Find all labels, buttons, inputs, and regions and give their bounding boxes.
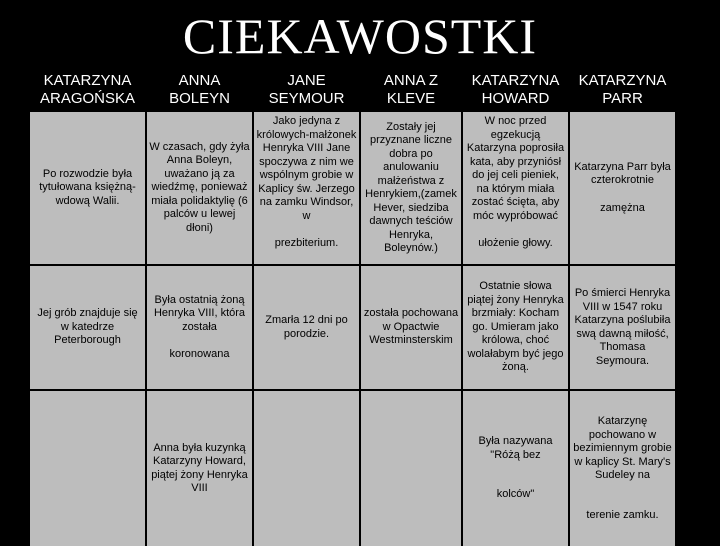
header-line: HOWARD [481, 90, 550, 107]
cell-text: W czasach, gdy żyła Anna Boleyn, uważano ją za wiedźmę, ponieważ miała polidaktylię (6 palców u lewej dłoni) [149, 140, 250, 234]
header-aragonska [30, 70, 145, 110]
header-line: PARR [602, 90, 643, 107]
cell-howard-fact2 [463, 266, 568, 389]
cell-boleyn-fact1 [147, 112, 252, 264]
header-line: SEYMOUR [268, 90, 345, 107]
cell-text: Po śmierci Henryka VIII w 1547 roku Katarzyna poślubiła swą dawną miłość, Thomasa Seymoura. [574, 287, 671, 367]
cell-howard-fact3 [463, 391, 568, 546]
cell-aragonska-fact1 [30, 112, 145, 264]
cell-text: Po rozwodzie była tytułowana księżną- wdową Walii. [39, 167, 136, 207]
header-kleve [361, 70, 461, 110]
header-line: JANE [287, 72, 326, 89]
cell-text: Anna była kuzynką Katarzyny Howard, piątej żony Henryka VIII [151, 441, 248, 494]
cell-text: Jako jedyna z królowych-małżonek Henryka VIII Jane spoczywa z nim we wspólnym grobie w Kaplicy św. Jerzego na zamku Windsor, w [256, 115, 357, 222]
cell-seymour-fact3 [254, 391, 359, 546]
header-line: KATARZYNA [578, 72, 667, 89]
cell-howard-fact1 [463, 112, 568, 264]
cell-seymour-fact2 [254, 266, 359, 389]
page-title: CIEKAWOSTKI [182, 8, 538, 64]
cell-boleyn-fact2 [147, 266, 252, 389]
header-boleyn [147, 70, 252, 110]
header-line: ANNA Z [383, 72, 439, 89]
facts-table [30, 70, 715, 540]
cell-text: Katarzyna Parr była czterokrotnie [574, 160, 671, 187]
cell-text: W noc przed egzekucją Katarzyna poprosiła kata, aby przyniósł do jej celi pieniek, na którym miała zostać ścięta, aby móc wypróbować [466, 115, 565, 222]
cell-parr-fact1 [570, 112, 675, 264]
cell-text: zamężna [600, 201, 645, 214]
cell-kleve-fact3 [361, 391, 461, 546]
header-line: BOLEYN [169, 90, 230, 107]
header-howard [463, 70, 568, 110]
cell-text: kolców" [496, 488, 535, 501]
header-parr [570, 70, 675, 110]
cell-kleve-fact2 [361, 266, 461, 389]
cell-text: została pochowana w Opactwie Westminsterskim [363, 307, 459, 347]
header-line: ANNA [178, 72, 221, 89]
cell-text: Była nazywana "Różą bez [478, 435, 553, 461]
header-seymour [254, 70, 359, 110]
cell-seymour-fact1 [254, 112, 359, 264]
header-line: KATARZYNA [471, 72, 560, 89]
cell-parr-fact2 [570, 266, 675, 389]
header-line: ARAGOŃSKA [39, 90, 136, 107]
header-line: KATARZYNA [43, 72, 132, 89]
cell-text: Zostały jej przyznane liczne dobra po anulowaniu małżeństwa z Henrykiem,(zamek Hever, siedziba dawnych teściów Henryka, Boleynów.) [365, 120, 457, 254]
cell-text: Ostatnie słowa piątej żony Henryka brzmiały: Kocham go. Umieram jako królowa, choć wolałabym być jego żoną. [467, 280, 564, 374]
cell-text: Jej grób znajduje się w katedrze Peterborough [37, 307, 138, 347]
cell-text: Zmarła 12 dni po porodzie. [265, 314, 348, 340]
cell-parr-fact3 [570, 391, 675, 546]
header-line: KLEVE [386, 90, 436, 107]
cell-text: koronowana [169, 348, 230, 360]
cell-boleyn-fact3 [147, 391, 252, 546]
cell-text: Katarzynę pochowano w bezimiennym grobie w kaplicy St. Mary's Sudeley na [573, 415, 672, 481]
cell-text: ułożenie głowy. [478, 237, 553, 249]
cell-aragonska-fact2 [30, 266, 145, 389]
cell-text: terenie zamku. [586, 508, 659, 521]
cell-aragonska-fact3 [30, 391, 145, 546]
cell-text: Była ostatnią żoną Henryka VIII, która została [153, 293, 246, 333]
cell-kleve-fact1 [361, 112, 461, 264]
cell-text: prezbiterium. [274, 237, 339, 249]
